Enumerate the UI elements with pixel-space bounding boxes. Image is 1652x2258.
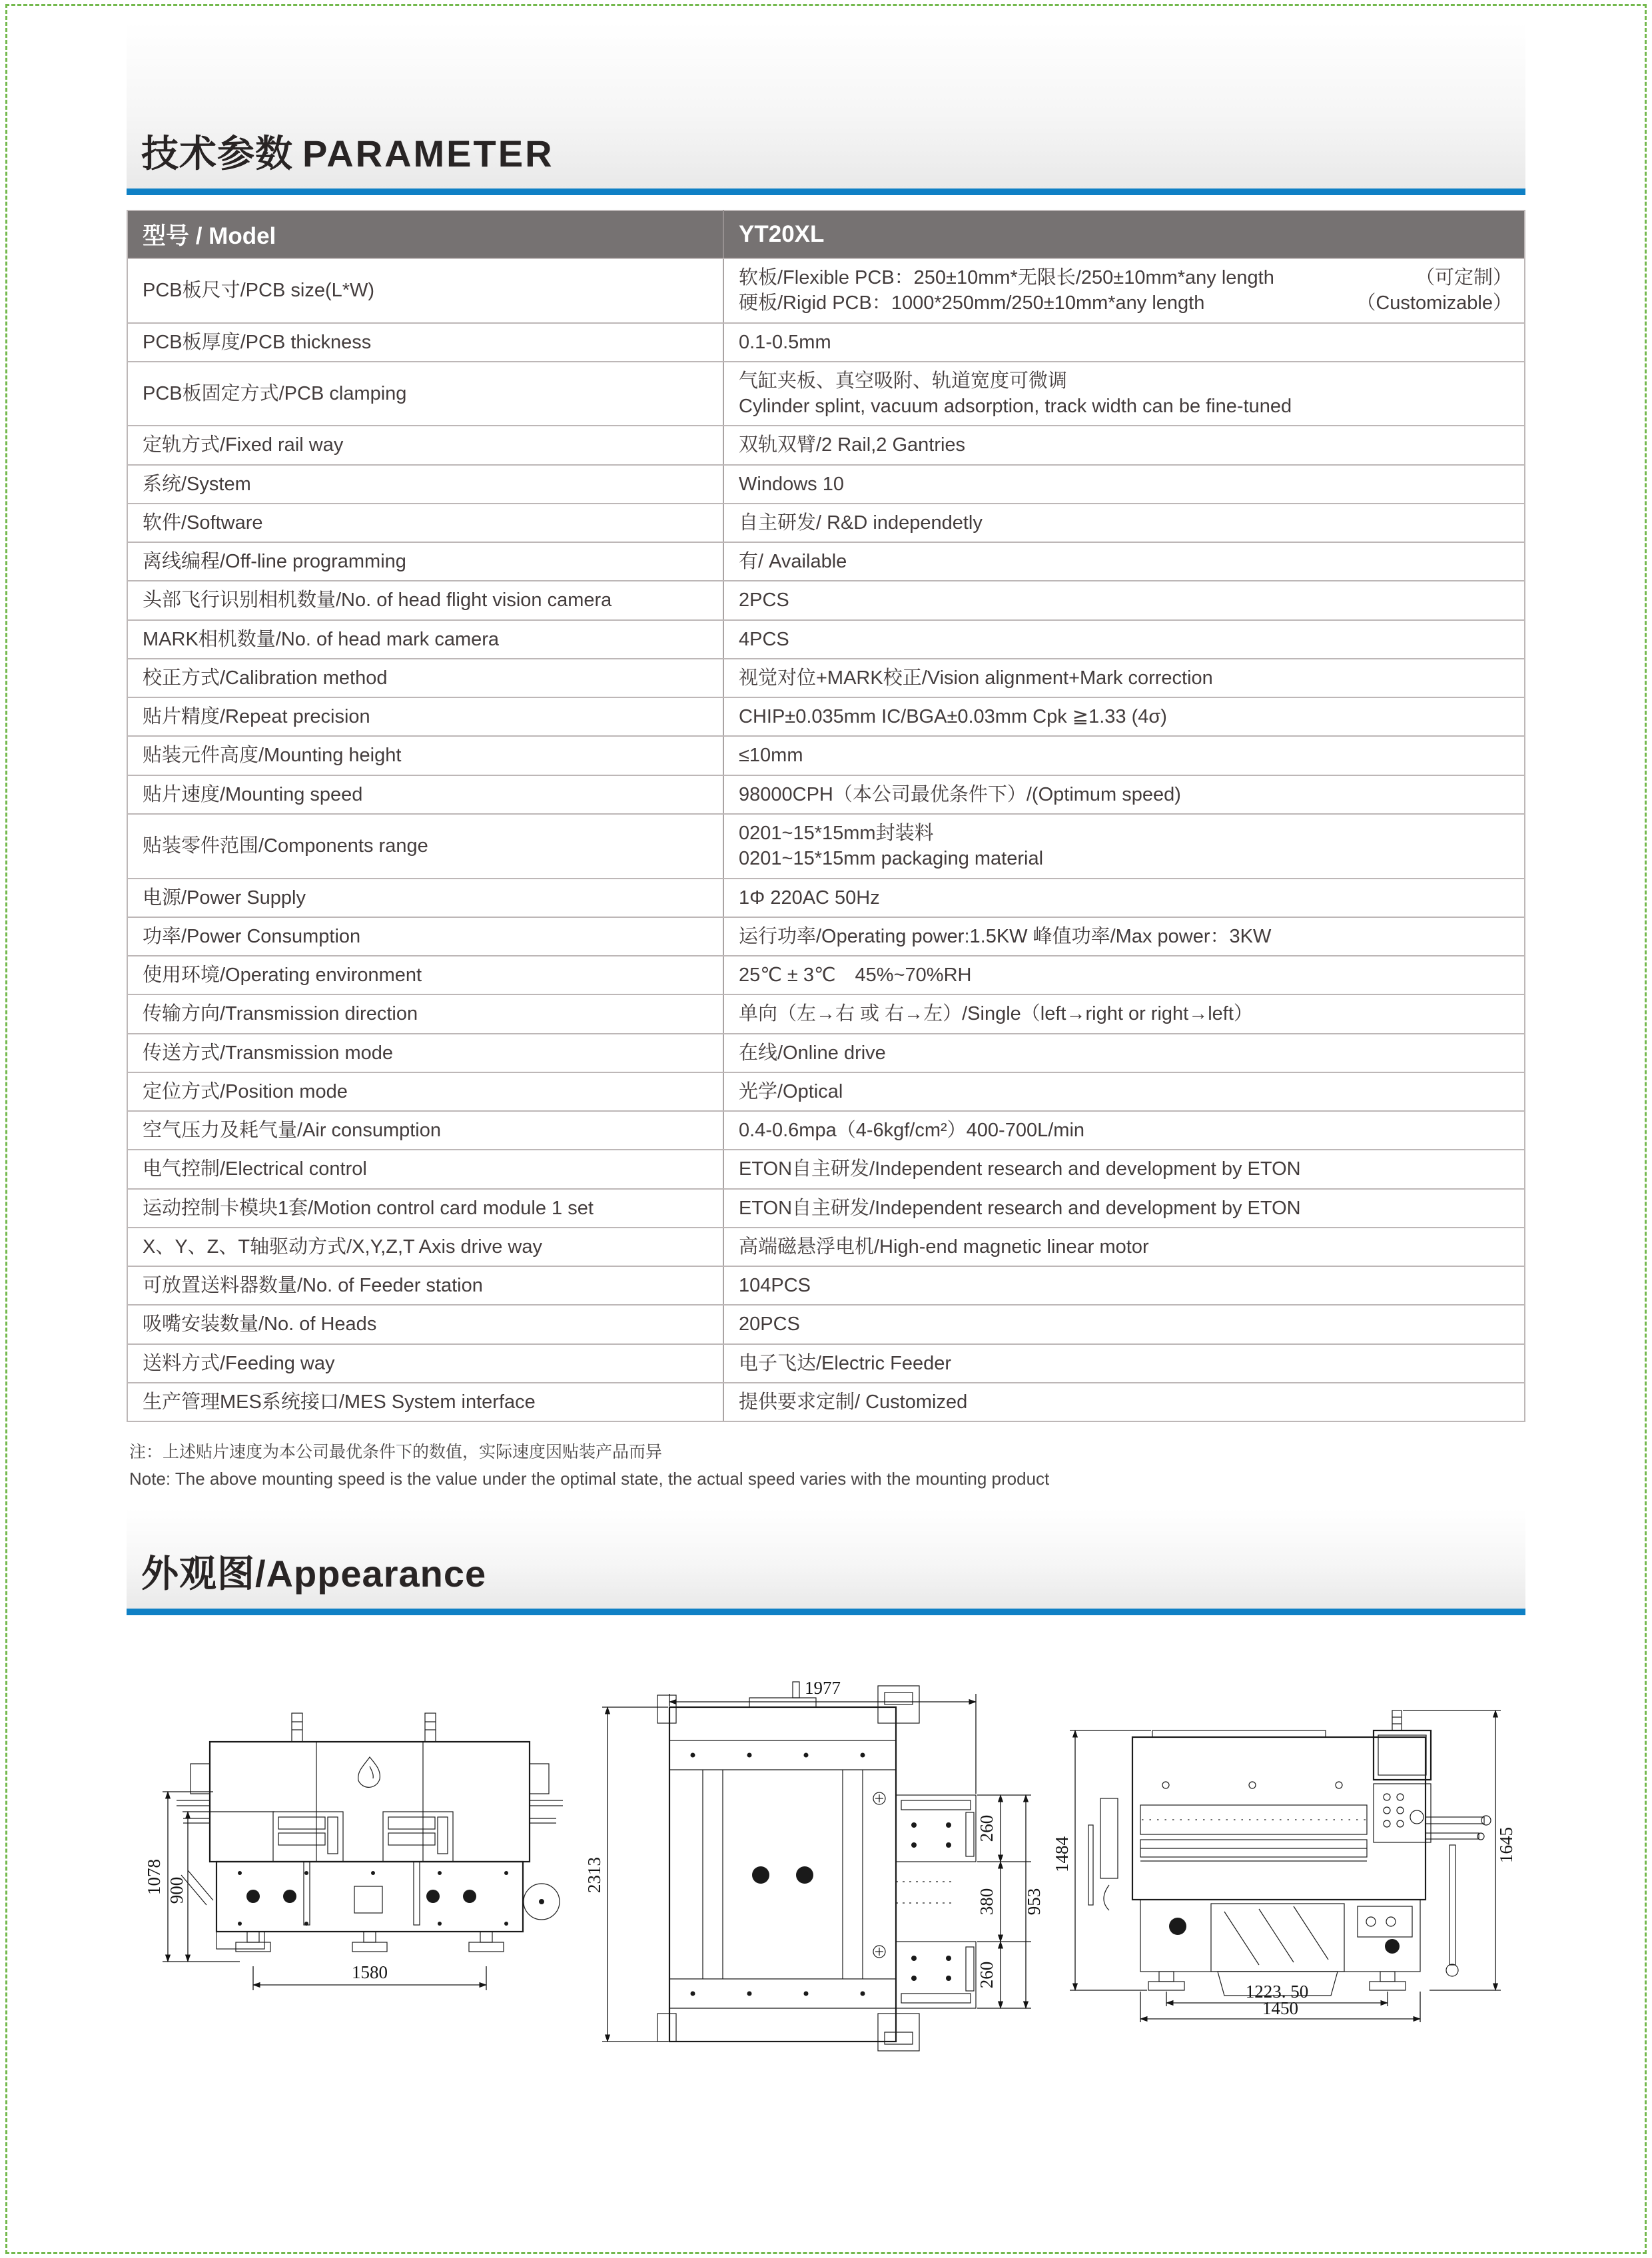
spec-label: PCB板固定方式/PCB clamping — [127, 362, 723, 426]
spec-label: PCB板尺寸/PCB size(L*W) — [127, 258, 723, 323]
spec-value: Windows 10 — [723, 465, 1525, 504]
table-row — [127, 323, 1525, 362]
dim-260-bottom-label: 260 — [977, 1961, 997, 1989]
dim-260-top-label: 260 — [977, 1814, 997, 1842]
table-row — [127, 1383, 1525, 1421]
dim-1580-label: 1580 — [352, 1962, 388, 1982]
model-label-header: 型号 / Model — [127, 210, 723, 258]
table-row — [127, 1228, 1525, 1266]
side-view-drawing — [1052, 1692, 1525, 2025]
table-row — [127, 581, 1525, 619]
side-dimensions — [1052, 1710, 1516, 2022]
spec-value: 0.1-0.5mm — [723, 323, 1525, 362]
spec-value: 运行功率/Operating power:1.5KW 峰值功率/Max power：3KW — [723, 917, 1525, 956]
spec-value: 气缸夹板、真空吸附、轨道宽度可微调 Cylinder splint, vacuum adsorption, track width can be fine-tuned — [723, 362, 1525, 426]
parameter-title-en: PARAMETER — [302, 133, 554, 175]
table-row — [127, 736, 1525, 775]
dim-953-label: 953 — [1024, 1888, 1044, 1916]
top-machine-outline — [657, 1682, 919, 2051]
spec-value: 在线/Online drive — [723, 1034, 1525, 1072]
table-row — [127, 814, 1525, 879]
table-row — [127, 697, 1525, 736]
spec-label: X、Y、Z、T轴驱动方式/X,Y,Z,T Axis drive way — [127, 1228, 723, 1266]
spec-label: 校正方式/Calibration method — [127, 659, 723, 697]
spec-label: 吸嘴安装数量/No. of Heads — [127, 1305, 723, 1343]
table-row — [127, 994, 1525, 1033]
dim-1645-label: 1645 — [1496, 1827, 1516, 1863]
spec-value: ETON自主研发/Independent research and development by ETON — [723, 1150, 1525, 1188]
spec-value: 104PCS — [723, 1266, 1525, 1305]
spec-label: 空气压力及耗气量/Air consumption — [127, 1111, 723, 1150]
table-header-row — [127, 210, 1525, 258]
table-row — [127, 504, 1525, 542]
table-row — [127, 1305, 1525, 1343]
side-cart-and-accessories — [1088, 1798, 1491, 1976]
spec-value: 光学/Optical — [723, 1072, 1525, 1111]
spec-label: 运动控制卡模块1套/Motion control card module 1 set — [127, 1189, 723, 1228]
spec-value: ETON自主研发/Independent research and development by ETON — [723, 1189, 1525, 1228]
table-row — [127, 1344, 1525, 1383]
table-row — [127, 1111, 1525, 1150]
spec-value: 0201~15*15mm封装料 0201~15*15mm packaging material — [723, 814, 1525, 879]
spec-value: ≤10mm — [723, 736, 1525, 775]
spec-value: 高端磁悬浮电机/High-end magnetic linear motor — [723, 1228, 1525, 1266]
footnote-zh: 注：上述贴片速度为本公司最优条件下的数值，实际速度因贴装产品而异 — [129, 1443, 663, 1461]
table-row — [127, 1034, 1525, 1072]
table-row — [127, 465, 1525, 504]
spec-value: CHIP±0.035mm IC/BGA±0.03mm Cpk ≧1.33 (4σ) — [723, 697, 1525, 736]
side-machine-outline — [1132, 1730, 1426, 1996]
spec-value: 25℃ ± 3℃ 45%~70%RH — [723, 956, 1525, 994]
parameter-table-body — [127, 258, 1525, 1421]
spec-label: 离线编程/Off-line programming — [127, 542, 723, 581]
front-feeder-units — [273, 1812, 453, 1925]
spec-value: 软板/Flexible PCB：250±10mm*无限长/250±10mm*any length （可定制） 硬板/Rigid PCB：1000*250mm/250±10mm*any length （Customizable） — [723, 258, 1525, 323]
table-row — [127, 956, 1525, 994]
table-row — [127, 879, 1525, 917]
spec-value: 4PCS — [723, 620, 1525, 659]
side-monitor-and-panel — [1374, 1710, 1431, 1842]
table-row — [127, 917, 1525, 956]
table-row — [127, 1189, 1525, 1228]
appearance-header-band — [127, 1509, 1525, 1615]
spec-label: 软件/Software — [127, 504, 723, 542]
footnote-en: Note: The above mounting speed is the value under the optimal state, the actual speed varies with the mounting product — [129, 1469, 1050, 1489]
spec-label: 系统/System — [127, 465, 723, 504]
spec-value: 有/ Available — [723, 542, 1525, 581]
spec-value: 2PCS — [723, 581, 1525, 619]
table-row — [127, 620, 1525, 659]
table-row — [127, 426, 1525, 464]
spec-value: 视觉对位+MARK校正/Vision alignment+Mark correction — [723, 659, 1525, 697]
spec-label: 电源/Power Supply — [127, 879, 723, 917]
front-base-details — [216, 1871, 508, 1952]
spec-value: 单向（左→右 或 右→左）/Single（left→right or right→left） — [723, 994, 1525, 1033]
spec-label: 定轨方式/Fixed rail way — [127, 426, 723, 464]
dim-1484-label: 1484 — [1052, 1836, 1072, 1872]
spec-value: 0.4-0.6mpa（4-6kgf/cm²）400-700L/min — [723, 1111, 1525, 1150]
dim-380-label: 380 — [977, 1888, 997, 1916]
dim-1977-label: 1977 — [805, 1678, 841, 1698]
table-row — [127, 362, 1525, 426]
spec-value: 电子飞达/Electric Feeder — [723, 1344, 1525, 1383]
parameter-title — [141, 125, 554, 178]
spec-value: 提供要求定制/ Customized — [723, 1383, 1525, 1421]
spec-label: 电气控制/Electrical control — [127, 1150, 723, 1188]
spec-label: 贴装零件范围/Components range — [127, 814, 723, 879]
appearance-title: 外观图/Appearance — [141, 1553, 487, 1595]
table-row — [127, 1150, 1525, 1188]
table-row — [127, 659, 1525, 697]
spec-label: 贴片速度/Mounting speed — [127, 775, 723, 814]
top-feeder-modules — [896, 1795, 976, 2008]
spec-value: 20PCS — [723, 1305, 1525, 1343]
footnotes — [129, 1439, 1049, 1489]
spec-label: 生产管理MES系统接口/MES System interface — [127, 1383, 723, 1421]
parameter-title-zh: 技术参数 — [141, 133, 293, 175]
front-view-drawing — [144, 1705, 586, 2018]
spec-value: 1Φ 220AC 50Hz — [723, 879, 1525, 917]
model-value-header: YT20XL — [723, 210, 1525, 258]
spec-label: 定位方式/Position mode — [127, 1072, 723, 1111]
dim-1450-label: 1450 — [1262, 1998, 1298, 2018]
spec-label: 传输方向/Transmission direction — [127, 994, 723, 1033]
spec-label: 头部飞行识别相机数量/No. of head flight vision camera — [127, 581, 723, 619]
top-view-drawing — [584, 1662, 1086, 2075]
spec-label: 贴装元件高度/Mounting height — [127, 736, 723, 775]
dim-1078-label: 1078 — [144, 1859, 164, 1895]
side-feeder-slots — [1140, 1782, 1367, 1861]
eton-logo — [358, 1757, 380, 1787]
parameter-header-band — [127, 22, 1525, 195]
spec-label: 送料方式/Feeding way — [127, 1344, 723, 1383]
dim-2313-label: 2313 — [584, 1857, 604, 1893]
spec-label: 传送方式/Transmission mode — [127, 1034, 723, 1072]
parameter-table — [127, 210, 1525, 1422]
spec-value: 98000CPH（本公司最优条件下）/(Optimum speed) — [723, 775, 1525, 814]
top-dimensions — [584, 1678, 1044, 2042]
dim-1223-label: 1223. 50 — [1245, 1982, 1309, 2002]
spec-label: 功率/Power Consumption — [127, 917, 723, 956]
table-row — [127, 542, 1525, 581]
table-row — [127, 775, 1525, 814]
spec-label: 可放置送料器数量/No. of Feeder station — [127, 1266, 723, 1305]
content-column — [127, 0, 1525, 2258]
table-row — [127, 1266, 1525, 1305]
table-row — [127, 1072, 1525, 1111]
table-row — [127, 258, 1525, 323]
dim-900-label: 900 — [167, 1876, 187, 1904]
spec-label: MARK相机数量/No. of head mark camera — [127, 620, 723, 659]
spec-label: PCB板厚度/PCB thickness — [127, 323, 723, 362]
spec-value: 自主研发/ R&D independetly — [723, 504, 1525, 542]
spec-value: 双轨双臂/2 Rail,2 Gantries — [723, 426, 1525, 464]
spec-label: 贴片精度/Repeat precision — [127, 697, 723, 736]
spec-label: 使用环境/Operating environment — [127, 956, 723, 994]
